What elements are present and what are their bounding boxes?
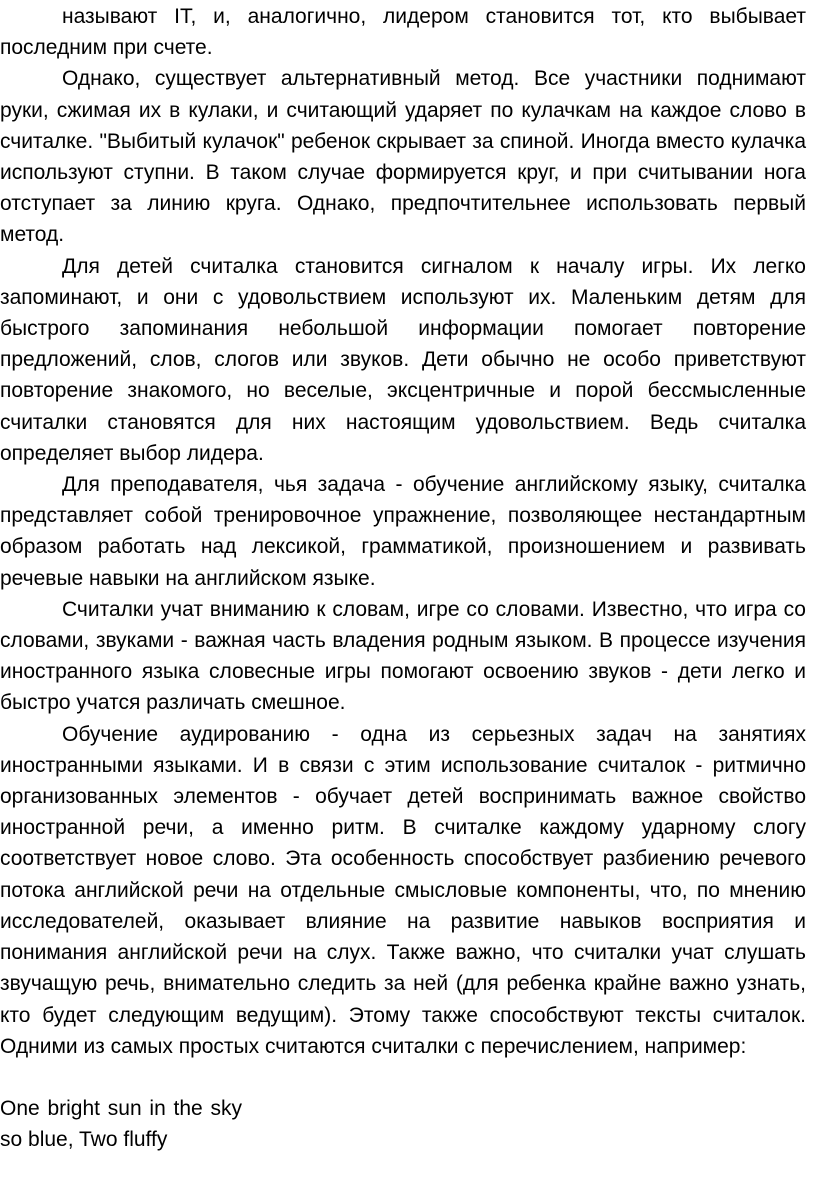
paragraph-4: Для преподавателя, чья задача - обучение английскому языку, считалка представляет собой тренировочное упражнение, позволяющее нестандартным образом работать над лексикой, грамматикой, произношением и развивать речевые навыки на английском языке. [0, 473, 806, 590]
paragraph-5: Считалки учат вниманию к словам, игре со словами. Известно, что игра со словами, звуками - важная часть владения родным языком. В процессе изучения иностранного языка словесные игры помогают освоению звуков - дети легко и быстро учатся различать смешное. [0, 597, 806, 715]
paragraph-3: Для детей считалка становится сигналом к началу игры. Их легко запоминают, и они с удовольствием используют их. Маленьким детям для быстрого запоминания небольшой информации помогает повторение предложений, слов, слогов или звуков. Дети обычно не особо приветствуют повторение знакомого, но веселые, эксцентричные и порой бессмысленные считалки становятся для них настоящим удовольствием. Ведь считалка определяет выбор лидера. [0, 254, 806, 465]
paragraph-1: называют IT, и, аналогично, лидером становится тот, кто выбывает последним при счете. [0, 5, 806, 60]
paragraph-6: Обучение аудированию - одна из серьезных задач на занятиях иностранными языками. И в связи с этим использование считалок - ритмично организованных элементов - обучает детей воспринимать важное свойство иностранной речи, а именно ритм. В считалке каждому ударному слогу соответствует новое слово. Эта особенность способствует разбиению речевого потока английской речи на отдельные смысловые компоненты, что, по мнению исследователей, оказывает влияние на развитие навыков восприятия и понимания английской речи на слух. Также важно, что считалки учат слушать звучащую речь, внимательно следить за ней (для ребенка крайне важно узнать, кто будет следующим ведущим). Этому также способствуют тексты считалок. Одними из самых простых считаются считалки с перечислением, например: [0, 722, 806, 1058]
blank-line [0, 1062, 806, 1093]
verse-excerpt: One bright sun in the sky so blue, Two fluffy [0, 1096, 242, 1152]
paragraph-2: Однако, существует альтернативный метод. Все участники поднимают руки, сжимая их в кулаки, и считающий ударяет по кулачкам на каждое слово в считалке. "Выбитый кулачок" ребенок скрывает за спиной. Иногда вместо кулачка используют ступни. В таком случае формируется круг, и при считывании нога отступает за линию круга. Однако, предпочтительнее использовать первый метод. [0, 67, 806, 247]
